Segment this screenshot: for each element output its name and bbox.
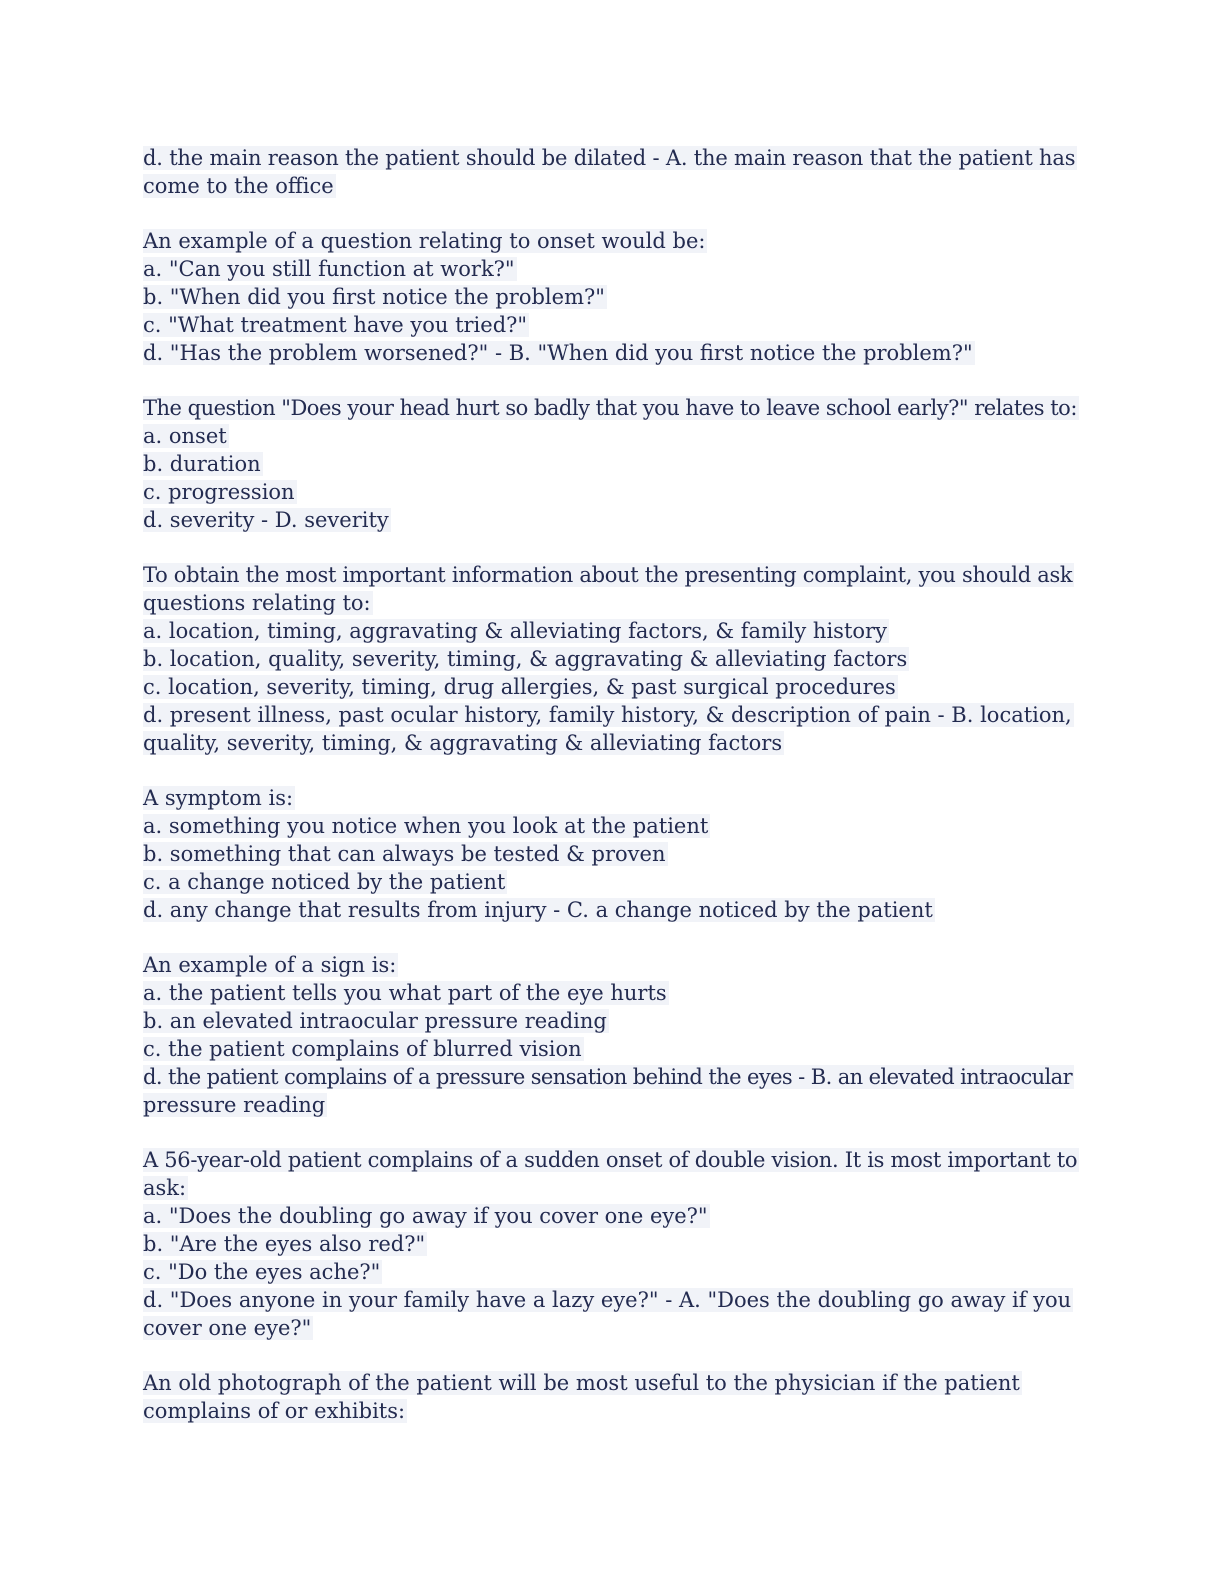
line-text: b. "Are the eyes also red?" bbox=[143, 1232, 426, 1256]
option-line bbox=[143, 450, 1083, 478]
qa-block-5 bbox=[143, 784, 1083, 924]
line-text: a. "Does the doubling go away if you cover one eye?" bbox=[143, 1204, 708, 1228]
line-text: d. "Does anyone in your family have a lazy eye?" - A. "Does the doubling go away if you bbox=[143, 1288, 1072, 1312]
line-text: a. location, timing, aggravating & alleviating factors, & family history bbox=[143, 619, 887, 643]
line-text: To obtain the most important information about the presenting complaint, you should ask bbox=[143, 563, 1073, 587]
option-line bbox=[143, 1230, 1083, 1258]
text-line bbox=[143, 172, 1083, 200]
option-line bbox=[143, 1007, 1083, 1035]
line-text: b. "When did you first notice the problem?" bbox=[143, 285, 605, 309]
line-text: c. a change noticed by the patient bbox=[143, 870, 506, 894]
qa-block-8 bbox=[143, 1369, 1083, 1425]
option-line bbox=[143, 1202, 1083, 1230]
line-text: b. duration bbox=[143, 452, 261, 476]
option-line bbox=[143, 478, 1083, 506]
answer-line bbox=[143, 896, 1083, 924]
option-line bbox=[143, 283, 1083, 311]
answer-line bbox=[143, 1063, 1083, 1091]
question-line bbox=[143, 227, 1083, 255]
line-text: The question "Does your head hurt so badly that you have to leave school early?" relates to: bbox=[143, 396, 1077, 420]
option-line bbox=[143, 812, 1083, 840]
question-line bbox=[143, 784, 1083, 812]
question-line bbox=[143, 561, 1083, 589]
line-text: ask: bbox=[143, 1176, 187, 1200]
line-text: d. the patient complains of a pressure sensation behind the eyes - B. an elevated intraocular bbox=[143, 1065, 1073, 1089]
line-text: A symptom is: bbox=[143, 786, 294, 810]
question-line bbox=[143, 951, 1083, 979]
line-text: d. "Has the problem worsened?" - B. "When did you first notice the problem?" bbox=[143, 341, 973, 365]
line-text: An example of a sign is: bbox=[143, 953, 397, 977]
line-text: quality, severity, timing, & aggravating & alleviating factors bbox=[143, 731, 783, 755]
line-text: a. onset bbox=[143, 424, 227, 448]
line-text: b. an elevated intraocular pressure reading bbox=[143, 1009, 607, 1033]
line-text: a. "Can you still function at work?" bbox=[143, 257, 515, 281]
line-text: c. location, severity, timing, drug allergies, & past surgical procedures bbox=[143, 675, 896, 699]
line-text: a. something you notice when you look at the patient bbox=[143, 814, 709, 838]
document-page bbox=[143, 144, 1083, 1452]
line-text: d. severity - D. severity bbox=[143, 508, 389, 532]
line-text: c. "Do the eyes ache?" bbox=[143, 1260, 381, 1284]
answer-line bbox=[143, 506, 1083, 534]
answer-line bbox=[143, 1314, 1083, 1342]
line-text: cover one eye?" bbox=[143, 1316, 312, 1340]
line-text: c. progression bbox=[143, 480, 295, 504]
line-text: c. "What treatment have you tried?" bbox=[143, 313, 528, 337]
answer-line bbox=[143, 701, 1083, 729]
text-line bbox=[143, 144, 1083, 172]
option-line bbox=[143, 868, 1083, 896]
answer-line bbox=[143, 339, 1083, 367]
qa-block-7 bbox=[143, 1146, 1083, 1342]
question-line bbox=[143, 1174, 1083, 1202]
qa-block-1 bbox=[143, 144, 1083, 200]
line-text: a. the patient tells you what part of the eye hurts bbox=[143, 981, 667, 1005]
qa-block-2 bbox=[143, 227, 1083, 367]
line-text: questions relating to: bbox=[143, 591, 371, 615]
option-line bbox=[143, 673, 1083, 701]
line-text: pressure reading bbox=[143, 1093, 326, 1117]
option-line bbox=[143, 255, 1083, 283]
option-line bbox=[143, 979, 1083, 1007]
option-line bbox=[143, 1258, 1083, 1286]
answer-line bbox=[143, 729, 1083, 757]
line-text: A 56-year-old patient complains of a sudden onset of double vision. It is most important to bbox=[143, 1148, 1078, 1172]
answer-line bbox=[143, 1286, 1083, 1314]
option-line bbox=[143, 311, 1083, 339]
option-line bbox=[143, 645, 1083, 673]
option-line bbox=[143, 617, 1083, 645]
line-text: b. location, quality, severity, timing, & aggravating & alleviating factors bbox=[143, 647, 908, 671]
question-line bbox=[143, 1397, 1083, 1425]
line-text: complains of or exhibits: bbox=[143, 1399, 406, 1423]
qa-block-6 bbox=[143, 951, 1083, 1119]
option-line bbox=[143, 1035, 1083, 1063]
line-text: d. the main reason the patient should be dilated - A. the main reason that the patient has bbox=[143, 146, 1076, 170]
line-text: c. the patient complains of blurred vision bbox=[143, 1037, 582, 1061]
question-line bbox=[143, 394, 1083, 422]
line-text: An old photograph of the patient will be most useful to the physician if the patient bbox=[143, 1371, 1020, 1395]
question-line bbox=[143, 1146, 1083, 1174]
line-text: d. present illness, past ocular history, family history, & description of pain - B. location, bbox=[143, 703, 1072, 727]
question-line bbox=[143, 1369, 1083, 1397]
option-line bbox=[143, 840, 1083, 868]
qa-block-4 bbox=[143, 561, 1083, 757]
line-text: come to the office bbox=[143, 174, 334, 198]
line-text: b. something that can always be tested & proven bbox=[143, 842, 666, 866]
answer-line bbox=[143, 1091, 1083, 1119]
qa-block-3 bbox=[143, 394, 1083, 534]
line-text: An example of a question relating to onset would be: bbox=[143, 229, 706, 253]
option-line bbox=[143, 422, 1083, 450]
line-text: d. any change that results from injury - C. a change noticed by the patient bbox=[143, 898, 933, 922]
question-line bbox=[143, 589, 1083, 617]
